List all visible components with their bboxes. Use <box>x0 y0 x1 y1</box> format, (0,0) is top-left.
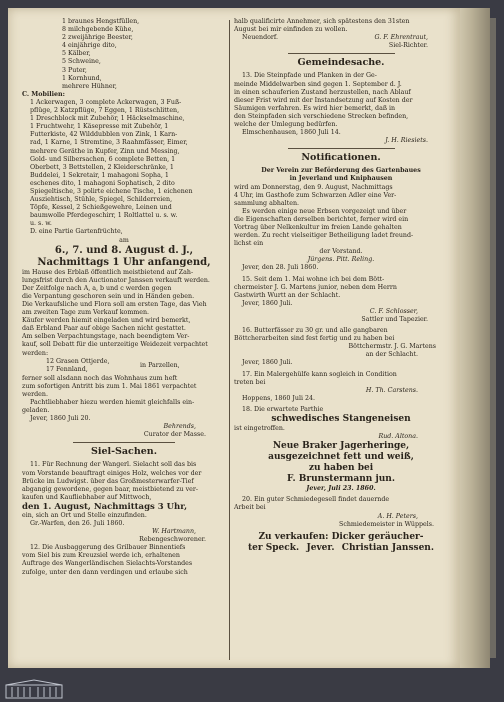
text-line: meinde Middelwarben sind gegen 1. September d. J. <box>234 80 402 88</box>
date-line: Jever, 1860 Juli. <box>242 359 293 367</box>
parzellen-note: in Parzellen, <box>140 361 180 369</box>
text-line: rad, 1 Karne, 1 Stremtine, 3 Raahmfässer, Eimer, <box>30 139 188 147</box>
text-line: August bei mir einfinden zu wollen. <box>234 26 348 34</box>
separator <box>288 148 395 149</box>
date-line: Jever, den 28. Juli 1860. <box>242 264 319 272</box>
text-line: werden: <box>22 349 49 357</box>
text-line: werden. Zu recht vielseitiger Betheiligung ladet freund- <box>234 232 414 240</box>
left-column <box>22 18 226 577</box>
date-line: Hoppens, 1860 Juli 24. <box>242 394 316 402</box>
date-line: Jever, 1860 Juli. <box>242 299 293 307</box>
text-line: lungsfrist durch den Auctionator Janssen verkauft werden. <box>22 276 210 284</box>
text-line: vom Vorstande beauftragt einiges Holz, welches vor der <box>22 469 202 477</box>
footer-bar <box>0 676 504 702</box>
signature-title: Siel-Richter. <box>388 42 428 50</box>
auction-time: Nachmittags 1 Uhr anfangend, <box>37 256 211 268</box>
text-line: Oberbett, 3 Bettstellen, 2 Kleiderschränke, 1 <box>30 163 174 171</box>
signature: Behrends, <box>163 423 196 431</box>
text-line: 18. Die erwartete Parthie <box>242 405 324 413</box>
text-line: Vortrag über Nelkenkultur im freien Lande gehalten <box>234 223 402 231</box>
text-line: halb qualificirte Annehmer, sich spätestens den 31sten <box>234 18 410 25</box>
text-line: 20. Ein guter Schmiedegesell findet dauernde <box>242 496 390 504</box>
text-line: dieser Frist wird mit der Instandsetzung auf Kosten der <box>234 96 413 104</box>
text-line: Säumigen verfahren. Es wird hier bemerkt, daß in <box>234 104 396 112</box>
book-spine <box>460 8 490 668</box>
garden-line: D. eine Partie Gartenfrüchte, <box>30 228 123 236</box>
separator <box>73 442 175 443</box>
text-line: Ausziehtisch, Stühle, Spiegel, Schilderreien, <box>30 196 173 204</box>
verein-text <box>234 184 448 249</box>
text-line: 15. Seit dem 1. Mai wohne ich bei dem Bött- <box>242 275 385 283</box>
text-line: an der Schlacht. <box>365 351 418 359</box>
text-line: 1 Ackerwagen, 3 complete Ackerwagen, 3 Fuß- <box>30 98 182 106</box>
inventory-item: mehrere Hühner, <box>62 82 117 90</box>
inventory-item: 5 Schweine, <box>62 58 101 66</box>
inventory-list <box>22 18 226 91</box>
text-line: abgangig gewordene, gegen baar, meistbietend zu ver- <box>22 485 199 493</box>
inventory-item: 2 zweijährige Beester, <box>62 34 133 42</box>
text-line: kaufen und Kaufliebhaber auf Mittwoch, <box>22 493 152 501</box>
mobilien-text <box>22 99 226 229</box>
text-line: im Hause des Erblaß öffentlich meistbietend auf Zah- <box>22 268 194 276</box>
text-line: Pachtliebhaber hiezu werden hiemit gleichfalls ein- <box>30 398 195 406</box>
inventory-item: 1 braunes Hengstfüllen, <box>62 18 140 25</box>
text-line: daß Erbland Paar auf obige Sachen nicht gestattet. <box>22 325 186 333</box>
library-building-icon <box>4 679 64 699</box>
jagd-line: F. Brunstermann jun. <box>287 474 395 485</box>
text-line: kauf, soll Debatt für die unterzeitige Weidezeit verpachtet <box>22 341 208 349</box>
text-line: Am selben Verpachtungstage, nach beendigtem Ver- <box>22 333 190 341</box>
text-line: 16. Butterfässer zu 30 gr. und alle gangbaren <box>242 327 388 335</box>
text-line: 1 Dreschblock mit Zubehör, 1 Häckselmaschine, <box>30 115 185 123</box>
inventory-item: 4 einjährige dito, <box>62 42 117 50</box>
vorstand-names: Jürgens. Pitt. Reling. <box>307 256 375 264</box>
text-line: u. s. w. <box>30 220 52 228</box>
signature-title: Curator der Masse. <box>143 431 206 439</box>
text-line: baumwolle Pferdegeschirr, 1 Roltlattel u. s. w. <box>30 212 178 220</box>
auction-dates: 6., 7. und 8. August d. J., <box>54 244 194 256</box>
jagd-line: ausgezeichnet fett und weiß, <box>268 452 414 463</box>
text-line: Buddelei, 1 Sekretair, 1 mahagoni Sopha, 1 <box>30 171 169 179</box>
text-line: zum sofortigen Antritt bis zum 1. Mai 1861 verpachtet <box>22 382 197 390</box>
text-line: am zweiten Tage zum Verkauf kommen. <box>22 309 150 317</box>
text-line: Gr.-Warfen, den 26. Juli 1860. <box>30 519 125 527</box>
text-line: mehrere Geräthe in Kupfer, Zinn und Messing, <box>30 147 180 155</box>
text-line: sammlung abhalten. <box>234 199 300 207</box>
signature: Rud. Altona. <box>378 433 418 441</box>
parzellen-block <box>22 358 226 375</box>
text-line: chermeister J. G. Martens junior, neben dem Herrn <box>234 283 397 291</box>
text-line: Der Zeitfolge nach A, a, b und c werden gegen <box>22 284 172 292</box>
text-line: vom Siel bis zum Kreuzsiel werde ich, erhaltenen <box>22 552 180 560</box>
signature-title: Rebengeschworener. <box>139 536 206 544</box>
text-line: 13. Die Steinpfade und Planken in der Ge- <box>242 72 377 80</box>
text-line: ein, sich an Ort und Stelle einzufinden. <box>22 511 147 519</box>
text-line: Böttcherarbeiten sind fest fertig und zu haben bei <box>234 335 395 343</box>
speck-place: Jever. <box>306 542 335 553</box>
verkauf-line: Zu verkaufen: Dicker geräucher- <box>258 531 424 542</box>
text-line: 17. Ein Malergehülfe kann sogleich in Condition <box>242 370 397 378</box>
gemeinde-text <box>234 72 448 129</box>
text-line: welche der Umlegung bedürfen. <box>234 121 338 129</box>
text-line: eschenes dito, 1 mahagoni Sophatisch, 2 dito <box>30 179 175 187</box>
signature: H. Th. Carstens. <box>365 386 418 394</box>
text-line: Auftrage des Wangerländischen Sielachts-Vorstandes <box>22 560 193 568</box>
jagd-line: Neue Braker Jagerheringe, <box>272 441 410 452</box>
text-line: wird am Donnerstag, den 9. August, Nachmittags <box>234 183 393 191</box>
text-line: Die Verkaufsliche und Flora soll am ersten Tage, das Vieh <box>22 301 207 308</box>
gemeinde-heading: Gemeindesache. <box>297 57 385 69</box>
text-line: in einen schauferien Zustand herzustellen, nach Ablauf <box>234 88 411 96</box>
text-line: die Eigenschaften derselben berichtet, ferner wird ein <box>234 215 409 223</box>
parzelle-1: 12 Grasen Ottjerde, <box>46 357 110 365</box>
signature: G. F. Ehrentraut, <box>374 34 428 42</box>
siel-heading: Siel-Sachen. <box>90 446 158 458</box>
text-line: pflüge, 2 Katzpflüge, 7 Eggen, 1 Rüstschlitten, <box>30 107 180 115</box>
right-column <box>234 18 448 554</box>
vorstand: der Vorstand. <box>319 248 363 256</box>
column-divider <box>229 20 230 660</box>
text-line: Gold- und Silbersachen, 6 complete Betten, 1 <box>30 155 176 163</box>
date-line: Elmschenhausen, 1860 Juli 14. <box>242 129 341 137</box>
page-edge <box>490 18 496 658</box>
text-line: werden. <box>22 390 48 398</box>
text-line: 1 Fruchtwehr, 1 Käsepresse mit Zubehör, 1 <box>30 123 169 131</box>
text-line: geladen. <box>22 407 50 415</box>
verein-title: Der Verein zur Beförderung des Gartenbaues <box>261 167 421 175</box>
text-line: ist eingetroffen. <box>234 425 285 433</box>
speck-line <box>234 543 448 554</box>
signature: J. H. Riesiets. <box>385 137 428 145</box>
jagd-date: Jever, Juli 23. 1860. <box>306 485 376 493</box>
siel-text <box>22 461 226 501</box>
siel-date: den 1. August, Nachmittags 3 Uhr, <box>22 501 188 512</box>
text-line: Brücke im Ludwigst. über das Großmesterwarfer-Tief <box>22 477 194 485</box>
inventory-item: 5 Kälber, <box>62 50 91 58</box>
text-line: Futterkiste, 42 Wilddubblen von Zink, 1 Karn- <box>30 131 178 139</box>
inventory-item: 8 milchgebende Kühe, <box>62 26 134 34</box>
verein-title: in Jeverland und Kniphausen <box>289 175 393 183</box>
text-line: treten bei <box>234 378 266 386</box>
text-line: 12. Die Ausbaggerung des Grilbauer Binnentiefs <box>30 544 186 552</box>
signature: A. H. Peters, <box>377 512 418 520</box>
text-line: Böttchermstr. J. G. Martens <box>348 343 436 351</box>
date-line: Jever, 1860 Juli 20. <box>30 415 91 423</box>
text-line: Es werden einige neue Erbsen vorgezeigt und über <box>242 207 407 215</box>
text-line: Spiegeltische, 3 polirte eichene Tische, 1 eichenen <box>30 187 193 195</box>
signature-title: Sattler und Tapezier. <box>361 316 428 323</box>
inventory-item: 1 Kornhund, <box>62 74 102 82</box>
speck: ter Speck. <box>248 542 300 553</box>
newspaper-page <box>8 8 460 668</box>
text-line: 4 Uhr, im Gasthofe zum Schwarzen Adler eine Ver- <box>234 191 397 199</box>
mobilien-heading: C. Mobilien: <box>22 90 65 98</box>
sale-text <box>22 269 226 358</box>
am-line: am <box>119 236 129 244</box>
text-line: zufolge, unter den dann verdingen und erlaube sich <box>22 568 188 576</box>
text-line: Käufer werden hiemit eingeladen und wird bemerkt, <box>22 317 191 325</box>
signature-title: Schmiedemeister in Wüppels. <box>339 520 434 528</box>
place: Neuendorf. <box>242 34 279 42</box>
signature: W. Hartmann, <box>152 528 196 536</box>
text-line: Töpfe, Kessel, 2 Schießgewehre, Leinen und <box>30 204 172 212</box>
text-line: Arbeit bei <box>234 504 266 512</box>
notif-heading: Notificationen. <box>301 152 381 164</box>
separator <box>288 53 395 54</box>
signature: C. F. Schlosser, <box>369 307 418 315</box>
text-line: den Steinpfaden sich verschiedene Strecken befinden, <box>234 112 409 120</box>
speck-name: Christian Janssen. <box>341 542 434 553</box>
text-line: ferner soll alsdann noch das Wohnhaus zum heft <box>22 374 178 382</box>
text-line: 11. Für Rechnung der Wangerl. Sielacht soll das bis <box>30 461 197 469</box>
text-line: lichst ein <box>234 240 264 248</box>
jagd-line: zu haben bei <box>308 463 374 474</box>
text-line: die Verpantung geschoren sein und in Händen geben. <box>22 292 195 300</box>
text-line: Gastwirth Wurtt an der Schlacht. <box>234 291 341 299</box>
inventory-item: 3 Puter, <box>62 66 87 74</box>
parzelle-2: 17 Fennland, <box>46 365 88 373</box>
stangeneisen: schwedisches Stangeneisen <box>271 414 411 425</box>
